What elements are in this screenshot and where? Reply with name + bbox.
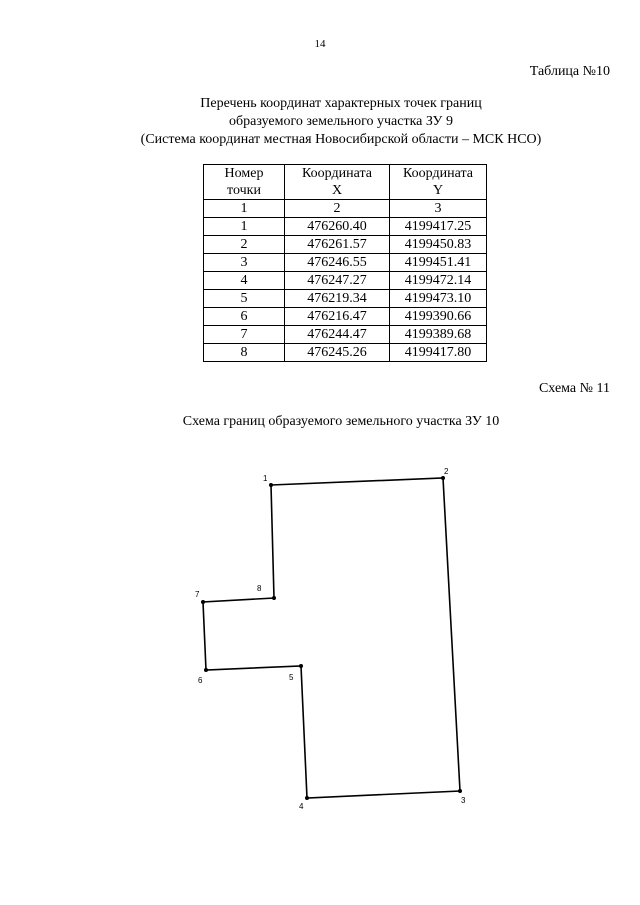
header-point-number-line2: точки xyxy=(227,183,261,198)
cell-coord-y: 4199389.68 xyxy=(390,326,487,344)
cell-point-number: 4 xyxy=(204,272,285,290)
page-number: 14 xyxy=(314,38,326,50)
table-title-line-2: образуемого земельного участка ЗУ 9 xyxy=(229,114,453,129)
cell-point-number: 1 xyxy=(204,218,285,236)
cell-coord-y: 4199417.25 xyxy=(390,218,487,236)
table-label: Таблица №10 xyxy=(529,64,610,79)
cell-point-number: 5 xyxy=(204,290,285,308)
boundary-point-marker xyxy=(305,796,309,800)
cell-coord-x: 476245.26 xyxy=(285,344,390,362)
boundary-point-label: 4 xyxy=(299,802,304,811)
cell-coord-y: 4199473.10 xyxy=(390,290,487,308)
boundary-point-label: 1 xyxy=(263,474,268,483)
cell-coord-y: 4199451.41 xyxy=(390,254,487,272)
boundary-point-label: 3 xyxy=(461,796,466,805)
boundary-point-label: 2 xyxy=(444,467,449,476)
column-number: 1 xyxy=(204,200,285,218)
column-number: 3 xyxy=(390,200,487,218)
scheme-label: Схема № 11 xyxy=(538,381,610,396)
header-point-number-line1: Номер xyxy=(224,166,264,181)
boundary-point-label: 6 xyxy=(198,676,203,685)
boundary-point-marker xyxy=(299,664,303,668)
scheme-title: Схема границ образуемого земельного участка ЗУ 10 xyxy=(182,414,500,429)
cell-point-number: 7 xyxy=(204,326,285,344)
table-title-line-1: Перечень координат характерных точек границ xyxy=(200,96,482,111)
cell-coord-x: 476247.27 xyxy=(285,272,390,290)
header-coord-y-line2: Y xyxy=(432,183,444,198)
cell-point-number: 2 xyxy=(204,236,285,254)
boundary-point-label: 5 xyxy=(289,673,294,682)
boundary-point-marker xyxy=(458,789,462,793)
boundary-point-marker xyxy=(441,476,445,480)
boundary-points xyxy=(195,467,466,811)
cell-coord-x: 476246.55 xyxy=(285,254,390,272)
cell-coord-x: 476216.47 xyxy=(285,308,390,326)
cell-coord-x: 476261.57 xyxy=(285,236,390,254)
cell-coord-y: 4199472.14 xyxy=(390,272,487,290)
boundary-point-label: 8 xyxy=(257,584,262,593)
cell-point-number: 3 xyxy=(204,254,285,272)
header-coord-y-line1: Координата xyxy=(403,166,473,181)
boundary-point-label: 7 xyxy=(195,590,200,599)
cell-coord-y: 4199417.80 xyxy=(390,344,487,362)
boundary-point-marker xyxy=(269,483,273,487)
table-title-line-3: (Система координат местная Новосибирской области – МСК НСО) xyxy=(140,132,542,147)
column-number: 2 xyxy=(285,200,390,218)
header-coord-x-line2: X xyxy=(331,183,343,198)
cell-coord-y: 4199450.83 xyxy=(390,236,487,254)
cell-coord-x: 476260.40 xyxy=(285,218,390,236)
cell-coord-x: 476219.34 xyxy=(285,290,390,308)
boundary-point-marker xyxy=(204,668,208,672)
cell-point-number: 6 xyxy=(204,308,285,326)
header-coord-x-line1: Координата xyxy=(302,166,372,181)
boundary-point-marker xyxy=(272,596,276,600)
cell-point-number: 8 xyxy=(204,344,285,362)
cell-coord-y: 4199390.66 xyxy=(390,308,487,326)
cell-coord-x: 476244.47 xyxy=(285,326,390,344)
boundary-point-marker xyxy=(201,600,205,604)
parcel-boundary-polygon xyxy=(203,478,460,798)
